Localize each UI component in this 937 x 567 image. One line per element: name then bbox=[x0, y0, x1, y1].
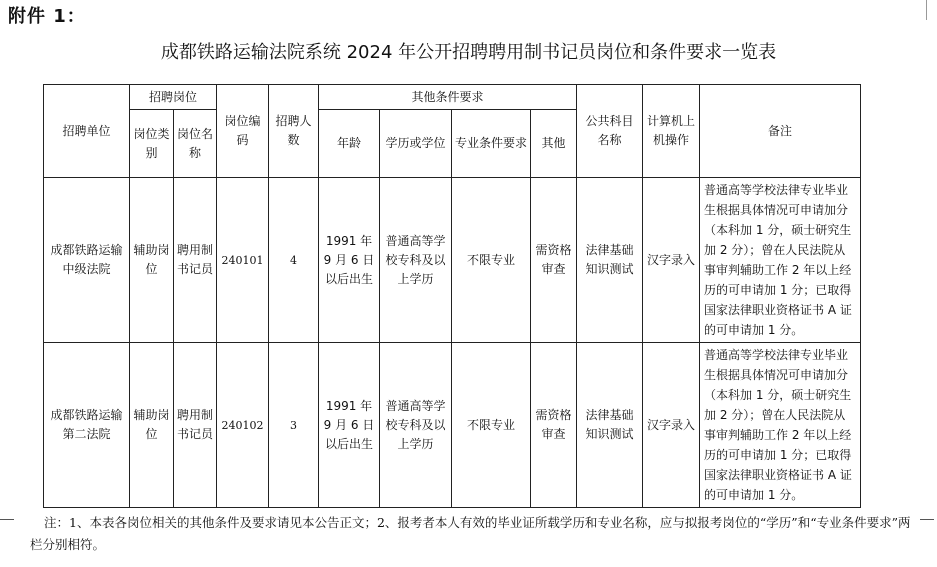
cell-computer-test: 汉字录入 bbox=[643, 178, 700, 343]
cell-position-type: 辅助岗位 bbox=[130, 178, 174, 343]
cell-headcount: 3 bbox=[269, 343, 319, 508]
recruitment-table bbox=[43, 84, 861, 508]
header-other-group: 其他条件要求 bbox=[319, 85, 577, 110]
crop-mark bbox=[0, 519, 14, 520]
cell-age: 1991 年 9 月 6 日以后出生 bbox=[319, 178, 380, 343]
footnote: 注：1、本表各岗位相关的其他条件及要求请见本公告正文；2、报考者本人有效的毕业证所载学历和专业名称，应与拟报考岗位的“学历”和“专业条件要求”两栏分别相符。 bbox=[30, 515, 911, 552]
header-position-code: 岗位编码 bbox=[217, 85, 269, 178]
header-remarks: 备注 bbox=[700, 85, 861, 178]
table-row bbox=[44, 343, 861, 508]
cell-position-name: 聘用制书记员 bbox=[174, 178, 217, 343]
cell-position-code: 240101 bbox=[217, 178, 269, 343]
cell-headcount: 4 bbox=[269, 178, 319, 343]
cell-position-name: 聘用制书记员 bbox=[174, 343, 217, 508]
cell-major: 不限专业 bbox=[452, 343, 531, 508]
cell-age: 1991 年 9 月 6 日以后出生 bbox=[319, 343, 380, 508]
cell-public-subject: 法律基础知识测试 bbox=[577, 178, 643, 343]
cell-position-code: 240102 bbox=[217, 343, 269, 508]
cell-education: 普通高等学校专科及以上学历 bbox=[380, 343, 452, 508]
header-computer-test: 计算机上机操作 bbox=[643, 85, 700, 178]
header-major: 专业条件要求 bbox=[452, 110, 531, 178]
cell-other: 需资格审查 bbox=[531, 178, 577, 343]
header-other: 其他 bbox=[531, 110, 577, 178]
header-position-name: 岗位名称 bbox=[174, 110, 217, 178]
page-edge-line bbox=[926, 0, 927, 20]
cell-unit: 成都铁路运输中级法院 bbox=[44, 178, 130, 343]
header-position-group: 招聘岗位 bbox=[130, 85, 217, 110]
cell-public-subject: 法律基础知识测试 bbox=[577, 343, 643, 508]
header-public-subject: 公共科目名称 bbox=[577, 85, 643, 178]
cell-other: 需资格审查 bbox=[531, 343, 577, 508]
page-title: 成都铁路运输法院系统 2024 年公开招聘聘用制书记员岗位和条件要求一览表 bbox=[160, 42, 777, 63]
header-headcount: 招聘人数 bbox=[269, 85, 319, 178]
attachment-label: 附件 1： bbox=[8, 6, 86, 27]
cell-remarks: 普通高等学校法律专业毕业生根据具体情况可申请加分（本科加 1 分，硕士研究生加 2 分）；曾在人民法院从事审判辅助工作 2 年以上经历的可申请加 1 分；已取得国家法律职业资格证书 A 证的可申请加 1 分。 bbox=[700, 178, 861, 343]
header-unit: 招聘单位 bbox=[44, 85, 130, 178]
header-education: 学历或学位 bbox=[380, 110, 452, 178]
crop-mark bbox=[920, 519, 934, 520]
cell-position-type: 辅助岗位 bbox=[130, 343, 174, 508]
cell-major: 不限专业 bbox=[452, 178, 531, 343]
header-age: 年龄 bbox=[319, 110, 380, 178]
table-row bbox=[44, 178, 861, 343]
cell-computer-test: 汉字录入 bbox=[643, 343, 700, 508]
header-position-type: 岗位类别 bbox=[130, 110, 174, 178]
cell-unit: 成都铁路运输第二法院 bbox=[44, 343, 130, 508]
header-row-1 bbox=[44, 85, 861, 110]
cell-remarks: 普通高等学校法律专业毕业生根据具体情况可申请加分（本科加 1 分，硕士研究生加 2 分）；曾在人民法院从事审判辅助工作 2 年以上经历的可申请加 1 分；已取得国家法律职业资格证书 A 证的可申请加 1 分。 bbox=[700, 343, 861, 508]
cell-education: 普通高等学校专科及以上学历 bbox=[380, 178, 452, 343]
